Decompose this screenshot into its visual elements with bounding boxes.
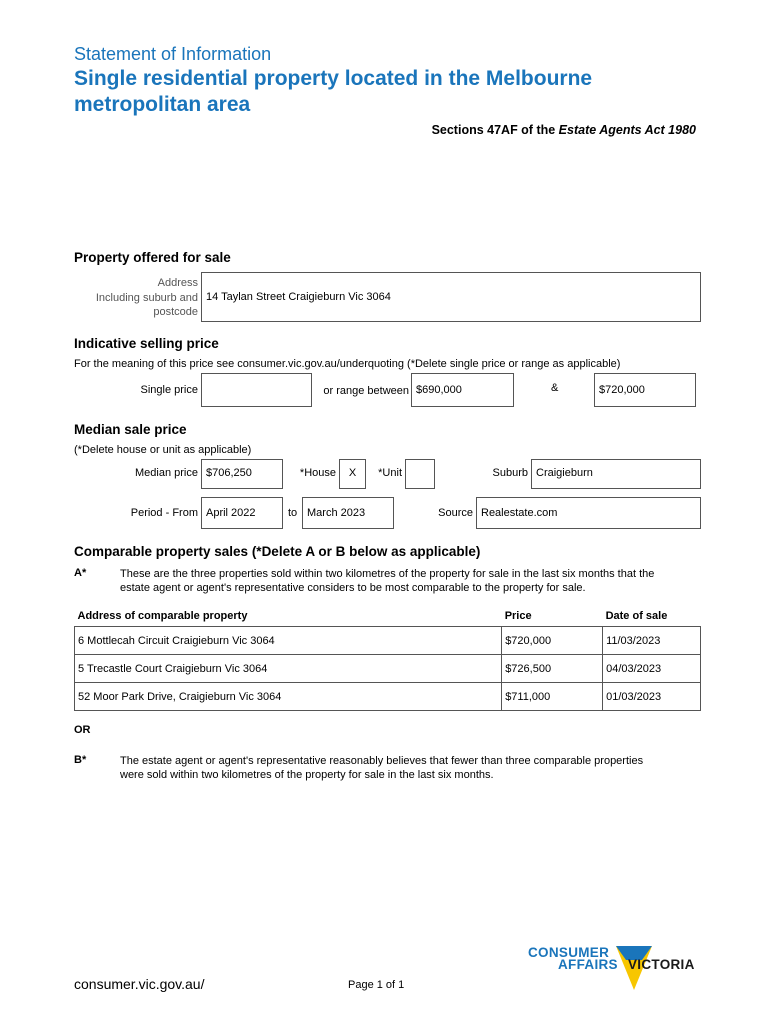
- row-price[interactable]: $720,000: [502, 627, 603, 655]
- range-label: or range between: [323, 385, 409, 397]
- option-a-text-line-1: These are the three properties sold within two kilometres of the property for sale in the last six months that the: [120, 568, 655, 580]
- suburb-value: Craigieburn: [536, 467, 593, 479]
- house-label: *House: [299, 467, 336, 479]
- address-value: 14 Taylan Street Craigieburn Vic 3064: [206, 291, 391, 303]
- table-row: [75, 627, 701, 655]
- table-row: [75, 655, 701, 683]
- suburb-label: Suburb: [492, 467, 528, 479]
- range-separator: &: [551, 382, 559, 394]
- indicative-heading: Indicative selling price: [74, 336, 219, 351]
- period-to-label: to: [288, 507, 298, 519]
- column-header-address: Address of comparable property: [77, 610, 248, 622]
- row-price[interactable]: $711,000: [502, 683, 603, 711]
- address-label-line-2: Including suburb and: [95, 291, 198, 304]
- comparable-heading: Comparable property sales (*Delete A or B below as applicable): [74, 544, 481, 559]
- row-address[interactable]: 5 Trecastle Court Craigieburn Vic 3064: [75, 655, 502, 683]
- indicative-note: For the meaning of this price see consumer.vic.gov.au/underquoting (*Delete single price or range as applicable): [74, 358, 621, 370]
- option-b-marker: B*: [74, 754, 87, 766]
- row-address[interactable]: 52 Moor Park Drive, Craigieburn Vic 3064: [75, 683, 502, 711]
- document-title-line-1: Single residential property located in the Melbourne: [74, 67, 593, 90]
- option-b-text-line-1: The estate agent or agent's representative reasonably believes that fewer than three comparable properties: [120, 755, 644, 767]
- row-date[interactable]: 11/03/2023: [603, 627, 701, 655]
- house-value: X: [348, 467, 357, 479]
- or-separator: OR: [74, 724, 91, 736]
- consumer-affairs-victoria-logo: [528, 946, 708, 992]
- median-note: (*Delete house or unit as applicable): [74, 444, 252, 456]
- option-a-marker: A*: [74, 567, 87, 579]
- row-date[interactable]: 01/03/2023: [603, 683, 701, 711]
- address-label-line-1: Address: [157, 277, 198, 289]
- document-subtitle: Statement of Information: [74, 44, 272, 64]
- median-price-value: $706,250: [206, 467, 252, 479]
- range-high-value: $720,000: [599, 384, 645, 396]
- table-header-row: [75, 606, 701, 627]
- period-from-label: Period - From: [130, 507, 198, 519]
- median-heading: Median sale price: [74, 422, 187, 437]
- property-heading: Property offered for sale: [74, 250, 231, 265]
- source-label: Source: [438, 507, 473, 519]
- period-from-value: April 2022: [206, 507, 256, 519]
- range-high-field[interactable]: [594, 373, 696, 407]
- row-date[interactable]: 04/03/2023: [603, 655, 701, 683]
- logo-text-line-2: AFFAIRS: [558, 957, 618, 972]
- option-b-text-line-2: were sold within two kilometres of the property for sale in the last six months.: [120, 769, 494, 781]
- row-address[interactable]: 6 Mottlecah Circuit Craigieburn Vic 3064: [75, 627, 502, 655]
- single-price-label: Single price: [140, 384, 198, 396]
- median-price-field[interactable]: [201, 459, 283, 489]
- range-low-value: $690,000: [416, 384, 462, 396]
- period-to-value: March 2023: [307, 507, 366, 519]
- address-label: [60, 276, 198, 320]
- option-a-text: [120, 567, 654, 595]
- page-number: Page 1 of 1: [348, 979, 405, 991]
- single-price-field[interactable]: [201, 373, 312, 407]
- column-header-date: Date of sale: [605, 610, 668, 622]
- source-field[interactable]: [476, 497, 701, 529]
- option-a-text-line-2: estate agent or agent's representative considers to be most comparable to the property for sale.: [120, 582, 586, 594]
- suburb-field[interactable]: [531, 459, 701, 489]
- document-title-line-2: metropolitan area: [74, 93, 251, 116]
- column-header-price: Price: [504, 610, 532, 622]
- legislation-reference: [432, 123, 696, 137]
- address-label-line-3: postcode: [153, 306, 198, 318]
- unit-checkbox[interactable]: [405, 459, 435, 489]
- period-to-field[interactable]: [302, 497, 394, 529]
- address-field[interactable]: [201, 272, 701, 322]
- comparable-sales-table: [74, 606, 701, 711]
- range-low-field[interactable]: [411, 373, 514, 407]
- table-row: [75, 683, 701, 711]
- period-from-field[interactable]: [201, 497, 283, 529]
- document-title: [74, 66, 694, 118]
- legislation-prefix: Sections 47AF of the: [431, 123, 559, 137]
- house-checkbox[interactable]: [339, 459, 366, 489]
- logo-text-line-1: CONSUMER: [528, 945, 610, 960]
- row-price[interactable]: $726,500: [502, 655, 603, 683]
- logo-text-line-3: VICTORIA: [628, 957, 695, 972]
- source-value: Realestate.com: [481, 507, 558, 519]
- option-b-text: [120, 754, 643, 782]
- unit-label: *Unit: [378, 467, 402, 479]
- legislation-act: Estate Agents Act 1980: [558, 123, 696, 137]
- footer-url[interactable]: consumer.vic.gov.au/: [74, 976, 205, 992]
- median-price-label: Median price: [135, 467, 198, 479]
